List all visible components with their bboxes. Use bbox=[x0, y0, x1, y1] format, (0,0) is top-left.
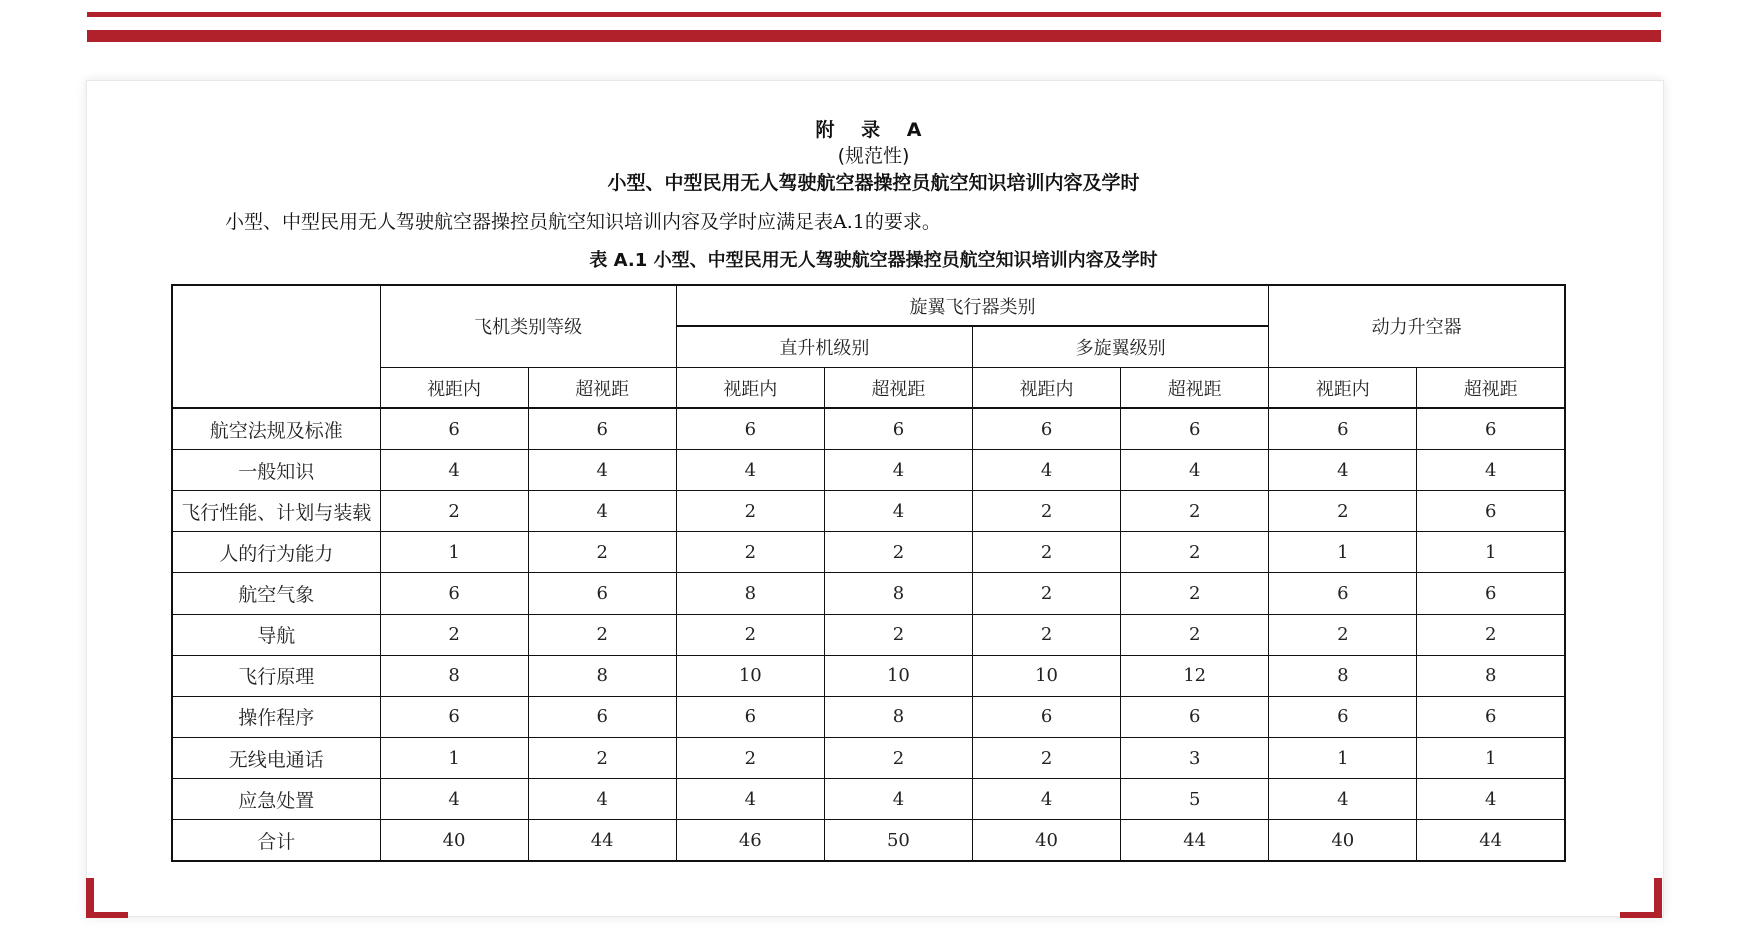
table-caption: 表 A.1 小型、中型民用无人驾驶航空器操控员航空知识培训内容及学时 bbox=[589, 250, 1158, 271]
hours-cell: 6 bbox=[824, 408, 972, 449]
table-row bbox=[172, 655, 1565, 696]
hours-cell: 10 bbox=[973, 655, 1121, 696]
hours-cell: 6 bbox=[1269, 696, 1417, 737]
training-hours-table bbox=[171, 284, 1566, 862]
hours-cell: 6 bbox=[380, 408, 528, 449]
table-row bbox=[172, 779, 1565, 820]
hours-cell: 4 bbox=[528, 450, 676, 491]
hours-cell: 2 bbox=[973, 532, 1121, 573]
hours-cell: 1 bbox=[380, 532, 528, 573]
hours-cell: 4 bbox=[380, 779, 528, 820]
hours-cell: 44 bbox=[1417, 820, 1565, 861]
hours-cell: 2 bbox=[824, 738, 972, 779]
corner-cell bbox=[172, 285, 380, 408]
header-helicopter: 直升机级别 bbox=[676, 326, 972, 367]
hours-cell: 8 bbox=[1269, 655, 1417, 696]
hours-cell: 44 bbox=[1121, 820, 1269, 861]
header-vlos: 视距内 bbox=[676, 367, 824, 408]
header-powered-lift: 动力升空器 bbox=[1269, 285, 1565, 367]
hours-cell: 4 bbox=[1269, 450, 1417, 491]
hours-cell: 4 bbox=[1269, 779, 1417, 820]
header-bvlos: 超视距 bbox=[1121, 367, 1269, 408]
hours-cell: 6 bbox=[1121, 696, 1269, 737]
hours-cell: 2 bbox=[1269, 614, 1417, 655]
hours-cell: 4 bbox=[528, 491, 676, 532]
hours-cell: 6 bbox=[676, 696, 824, 737]
hours-cell: 6 bbox=[973, 408, 1121, 449]
corner-bracket-left-foot bbox=[86, 912, 128, 918]
hours-cell: 2 bbox=[380, 491, 528, 532]
hours-cell: 2 bbox=[676, 614, 824, 655]
hours-cell: 40 bbox=[1269, 820, 1417, 861]
hours-cell: 4 bbox=[824, 779, 972, 820]
corner-bracket-right-foot bbox=[1620, 912, 1662, 918]
hours-cell: 2 bbox=[380, 614, 528, 655]
hours-cell: 8 bbox=[824, 573, 972, 614]
hours-cell: 4 bbox=[676, 779, 824, 820]
hours-cell: 6 bbox=[380, 573, 528, 614]
row-label: 无线电通话 bbox=[172, 738, 380, 779]
hours-cell: 4 bbox=[1417, 779, 1565, 820]
row-label: 操作程序 bbox=[172, 696, 380, 737]
table-row bbox=[172, 696, 1565, 737]
intro-paragraph: 小型、中型民用无人驾驶航空器操控员航空知识培训内容及学时应满足表A.1的要求。 bbox=[225, 211, 941, 233]
hours-cell: 40 bbox=[973, 820, 1121, 861]
hours-cell: 6 bbox=[1417, 696, 1565, 737]
appendix-nature: (规范性) bbox=[837, 145, 910, 167]
hours-cell: 2 bbox=[973, 491, 1121, 532]
hours-cell: 2 bbox=[824, 614, 972, 655]
header-bvlos: 超视距 bbox=[1417, 367, 1565, 408]
header-multirotor: 多旋翼级别 bbox=[973, 326, 1269, 367]
header-bvlos: 超视距 bbox=[824, 367, 972, 408]
table-row bbox=[172, 450, 1565, 491]
hours-cell: 2 bbox=[824, 532, 972, 573]
row-label: 导航 bbox=[172, 614, 380, 655]
hours-cell: 4 bbox=[528, 779, 676, 820]
row-label: 航空法规及标准 bbox=[172, 408, 380, 449]
hours-cell: 2 bbox=[973, 738, 1121, 779]
hours-cell: 1 bbox=[1417, 532, 1565, 573]
hours-cell: 6 bbox=[1269, 408, 1417, 449]
header-vlos: 视距内 bbox=[380, 367, 528, 408]
hours-cell: 6 bbox=[1121, 408, 1269, 449]
hours-cell: 6 bbox=[528, 408, 676, 449]
hours-cell: 4 bbox=[1121, 450, 1269, 491]
hours-cell: 3 bbox=[1121, 738, 1269, 779]
header-airplane: 飞机类别等级 bbox=[380, 285, 676, 367]
hours-cell: 4 bbox=[380, 450, 528, 491]
hours-cell: 2 bbox=[676, 491, 824, 532]
hours-cell: 6 bbox=[380, 696, 528, 737]
row-label: 人的行为能力 bbox=[172, 532, 380, 573]
hours-cell: 10 bbox=[824, 655, 972, 696]
header-vlos: 视距内 bbox=[1269, 367, 1417, 408]
hours-cell: 8 bbox=[380, 655, 528, 696]
hours-cell: 4 bbox=[1417, 450, 1565, 491]
hours-cell: 6 bbox=[1269, 573, 1417, 614]
hours-cell: 6 bbox=[528, 696, 676, 737]
hours-cell: 2 bbox=[973, 614, 1121, 655]
header-rotorcraft: 旋翼飞行器类别 bbox=[676, 285, 1269, 326]
hours-cell: 6 bbox=[1417, 408, 1565, 449]
hours-cell: 46 bbox=[676, 820, 824, 861]
hours-cell: 4 bbox=[676, 450, 824, 491]
row-label: 航空气象 bbox=[172, 573, 380, 614]
table-row bbox=[172, 614, 1565, 655]
row-label: 飞行性能、计划与装载 bbox=[172, 491, 380, 532]
table-row bbox=[172, 491, 1565, 532]
hours-cell: 8 bbox=[824, 696, 972, 737]
hours-cell: 4 bbox=[973, 779, 1121, 820]
hours-cell: 6 bbox=[1417, 491, 1565, 532]
hours-cell: 2 bbox=[1121, 532, 1269, 573]
hours-cell: 5 bbox=[1121, 779, 1269, 820]
hours-cell: 40 bbox=[380, 820, 528, 861]
hours-cell: 2 bbox=[676, 532, 824, 573]
table-body bbox=[172, 408, 1565, 861]
hours-cell: 44 bbox=[528, 820, 676, 861]
hours-cell: 2 bbox=[528, 738, 676, 779]
hours-cell: 8 bbox=[528, 655, 676, 696]
hours-cell: 50 bbox=[824, 820, 972, 861]
row-label: 合计 bbox=[172, 820, 380, 861]
hours-cell: 1 bbox=[380, 738, 528, 779]
hours-cell: 4 bbox=[973, 450, 1121, 491]
hours-cell: 2 bbox=[676, 738, 824, 779]
hours-cell: 2 bbox=[528, 614, 676, 655]
top-rule-thick bbox=[87, 30, 1661, 42]
hours-cell: 6 bbox=[973, 696, 1121, 737]
hours-cell: 6 bbox=[1417, 573, 1565, 614]
hours-cell: 2 bbox=[1417, 614, 1565, 655]
hours-cell: 1 bbox=[1269, 738, 1417, 779]
row-label: 飞行原理 bbox=[172, 655, 380, 696]
table-row bbox=[172, 408, 1565, 449]
hours-cell: 6 bbox=[676, 408, 824, 449]
hours-cell: 1 bbox=[1269, 532, 1417, 573]
table-row bbox=[172, 532, 1565, 573]
hours-cell: 2 bbox=[1121, 573, 1269, 614]
top-rule-thin bbox=[87, 12, 1661, 17]
hours-cell: 8 bbox=[1417, 655, 1565, 696]
hours-cell: 2 bbox=[528, 532, 676, 573]
appendix-heading: 小型、中型民用无人驾驶航空器操控员航空知识培训内容及学时 bbox=[607, 172, 1140, 194]
hours-cell: 10 bbox=[676, 655, 824, 696]
hours-cell: 12 bbox=[1121, 655, 1269, 696]
row-label: 一般知识 bbox=[172, 450, 380, 491]
table-row bbox=[172, 820, 1565, 861]
hours-cell: 2 bbox=[1269, 491, 1417, 532]
row-label: 应急处置 bbox=[172, 779, 380, 820]
header-vlos: 视距内 bbox=[973, 367, 1121, 408]
hours-cell: 6 bbox=[528, 573, 676, 614]
appendix-title: 附 录 A bbox=[815, 119, 932, 141]
hours-cell: 2 bbox=[1121, 491, 1269, 532]
hours-cell: 4 bbox=[824, 450, 972, 491]
hours-cell: 1 bbox=[1417, 738, 1565, 779]
hours-cell: 2 bbox=[1121, 614, 1269, 655]
header-bvlos: 超视距 bbox=[528, 367, 676, 408]
hours-cell: 4 bbox=[824, 491, 972, 532]
table-row bbox=[172, 738, 1565, 779]
hours-cell: 2 bbox=[973, 573, 1121, 614]
hours-cell: 8 bbox=[676, 573, 824, 614]
table-row bbox=[172, 573, 1565, 614]
